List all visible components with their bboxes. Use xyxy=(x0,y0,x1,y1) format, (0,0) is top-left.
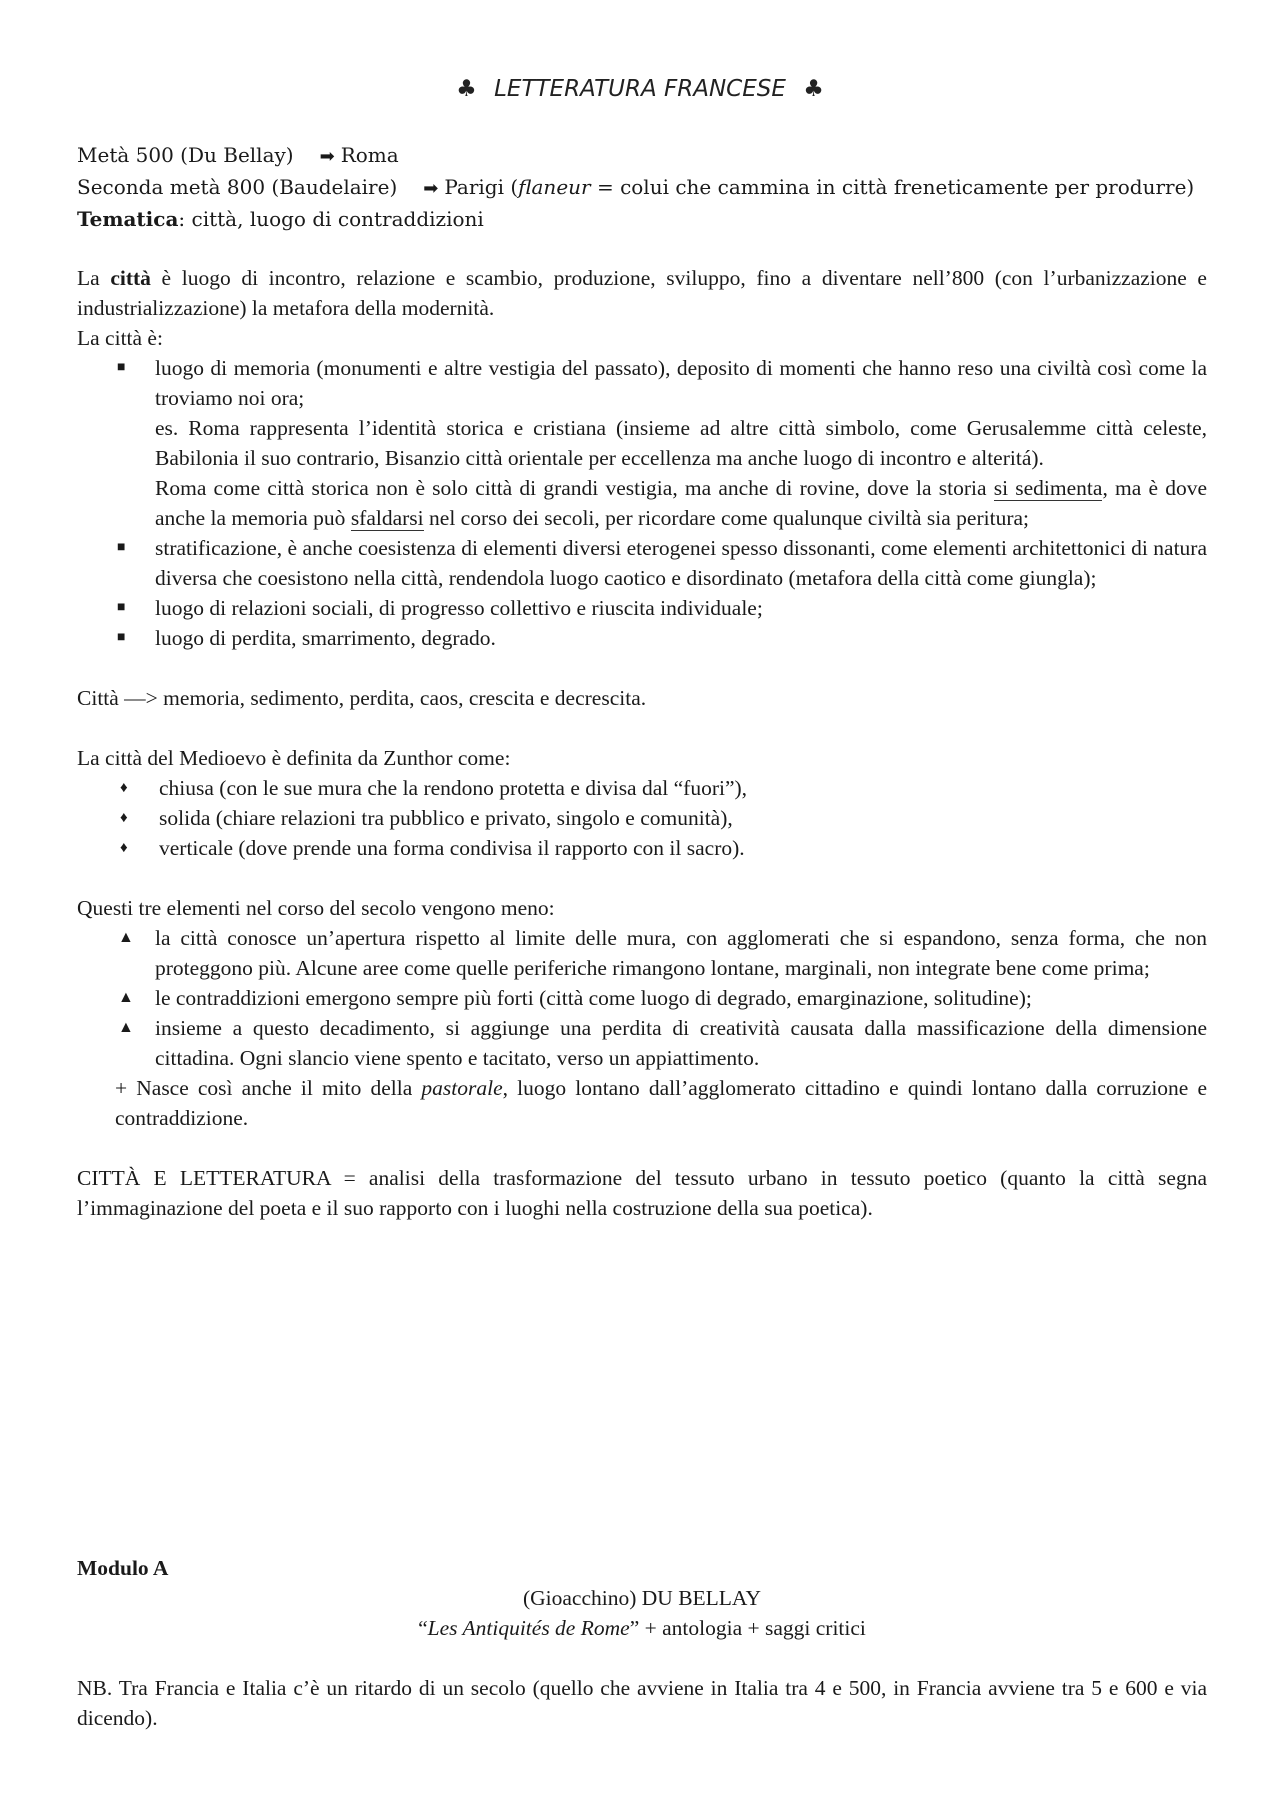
spacer xyxy=(77,653,1207,683)
intro-line-2 xyxy=(77,172,1207,204)
list-item xyxy=(77,773,1207,803)
diamond-bullet-icon: ♦ xyxy=(120,840,128,856)
list-item xyxy=(77,623,1207,653)
tematica-text: : città, luogo di contraddizioni xyxy=(178,207,484,231)
square-bullet-icon: ■ xyxy=(117,630,126,645)
pastorale-text-2: , luogo lontano dall’agglomerato cittadino e quindi lontano dalla corruzione e contraddizione. xyxy=(115,1076,1207,1130)
list-item-text: stratificazione, è anche coesistenza di elementi diversi eterogenei spesso dissonanti, come elementi architettonici di natura diversa che coesistono nella città, rendendola luogo caotico e disordinato (metafora della città come giungla); xyxy=(155,536,1207,590)
list-item-roma xyxy=(155,473,1207,533)
right-arrow-icon: ➡ xyxy=(319,146,335,167)
intro-block xyxy=(77,140,1207,234)
modulo-work xyxy=(77,1613,1207,1643)
club-icon: ♣ xyxy=(456,76,477,102)
flaneur-term: flaneur xyxy=(518,175,591,199)
pastorale-note xyxy=(77,1073,1207,1133)
nb-paragraph: NB. Tra Francia e Italia c’è un ritardo di un secolo (quello che avviene in Italia tra 4 e 500, in Francia avviene tra 5 e 600 e via dicendo). xyxy=(77,1676,1207,1730)
list-item xyxy=(77,923,1207,983)
modulo-block xyxy=(77,1553,1207,1733)
work-rest: ” + antologia + saggi critici xyxy=(629,1616,866,1640)
list-item xyxy=(77,593,1207,623)
work-open-quote: “ xyxy=(418,1616,428,1640)
intro-line-1 xyxy=(77,140,1207,172)
intro-line-1-left: Metà 500 (Du Bellay) xyxy=(77,143,294,167)
list-item-text: verticale (dove prende una forma condivisa il rapporto con il sacro). xyxy=(159,836,745,860)
square-bullet-icon: ■ xyxy=(117,360,126,375)
underlined-sfaldarsi: sfaldarsi xyxy=(350,506,424,530)
diamond-bullet-icon: ♦ xyxy=(120,810,128,826)
pastorale-text-1: + Nasce così anche il mito della xyxy=(115,1076,422,1100)
triangle-bullet-icon: ▲ xyxy=(118,929,134,946)
underlined-sedimenta: si sedimenta xyxy=(993,476,1103,500)
intro-line-2-left: Seconda metà 800 (Baudelaire) xyxy=(77,175,398,199)
main-body xyxy=(77,263,1207,1223)
list-item-text: luogo di perdita, smarrimento, degrado. xyxy=(155,626,496,650)
diamond-bullet-icon: ♦ xyxy=(120,780,128,796)
pastorale-term: pastorale xyxy=(421,1076,503,1100)
spacer xyxy=(77,1133,1207,1163)
spacer xyxy=(77,1643,1207,1673)
list-item-text: luogo di relazioni sociali, di progresso collettivo e riuscita individuale; xyxy=(155,596,763,620)
list-item-text: solida (chiare relazioni tra pubblico e privato, singolo e comunità), xyxy=(159,806,733,830)
citta-e-line: La città è: xyxy=(77,326,163,350)
triangle-bullet-icon: ▲ xyxy=(118,989,134,1006)
list-item-text: luogo di memoria (monumenti e altre vestigia del passato), deposito di momenti che hanno reso una civiltà così come la troviamo noi ora; xyxy=(155,356,1207,410)
citta-para-rest: è luogo di incontro, relazione e scambio, produzione, sviluppo, fino a diventare nell’800 (con l’urbanizzazione e industrializzazione) la metafora della modernità. xyxy=(77,266,1207,320)
spacer xyxy=(77,713,1207,743)
list-item xyxy=(77,983,1207,1013)
square-bullet-icon: ■ xyxy=(117,540,126,555)
list-item-example: es. Roma rappresenta l’identità storica e cristiana (insieme ad altre città simbolo, come Gerusalemme città celeste, Babilonia il suo contrario, Bisanzio città orientale per eccellenza ma anche luogo di incontro e alteritá). xyxy=(155,416,1207,470)
modulo-label-text: Modulo A xyxy=(77,1556,169,1580)
work-title: Les Antiquités de Rome xyxy=(427,1616,630,1640)
tematica-label: Tematica xyxy=(77,207,179,231)
list-item xyxy=(77,353,1207,533)
roma-text-1: Roma come città storica non è solo città di grandi vestigia, ma anche di rovine, dove la storia xyxy=(155,476,994,500)
title-text: LETTERATURA FRANCESE xyxy=(494,76,786,102)
roma-text-3: nel corso dei secoli, per ricordare come qualunque civiltà sia peritura; xyxy=(423,506,1029,530)
spacer xyxy=(77,863,1207,893)
list-item xyxy=(77,1013,1207,1073)
list-item-text: la città conosce un’apertura rispetto al limite delle mura, con agglomerati che si espandono, senza forma, che non proteggono più. Alcune aree come quelle periferiche rimangono lontane, marginali, non integrate bene come prima; xyxy=(155,926,1207,980)
medioevo-intro: La città del Medioevo è definita da Zunthor come: xyxy=(77,746,511,770)
triangle-bullet-icon: ▲ xyxy=(118,1019,134,1036)
list-item-text: le contraddizioni emergono sempre più forti (città come luogo di degrado, emarginazione, solitudine); xyxy=(155,986,1032,1010)
square-bullet-icon: ■ xyxy=(117,600,126,615)
secolo-intro: Questi tre elementi nel corso del secolo vengono meno: xyxy=(77,896,555,920)
intro-line-2-text: Parigi ( xyxy=(444,175,519,199)
list-item xyxy=(77,833,1207,863)
club-icon: ♣ xyxy=(803,76,824,102)
list-item-text: insieme a questo decadimento, si aggiunge una perdita di creatività causata dalla massificazione della dimensione cittadina. Ogni slancio viene spento e tacitato, verso un appiattimento. xyxy=(155,1016,1207,1070)
intro-line-2-definition: = colui che cammina in città freneticamente per produrre) xyxy=(590,175,1195,199)
citta-paragraph xyxy=(77,263,1207,323)
citta-para-start: La xyxy=(77,266,111,290)
summary-line: Città —> memoria, sedimento, perdita, caos, crescita e decrescita. xyxy=(77,686,647,710)
citta-bold: città xyxy=(110,266,151,290)
modulo-author: (Gioacchino) DU BELLAY xyxy=(522,1586,762,1610)
list-item xyxy=(77,533,1207,593)
page-title xyxy=(0,76,1280,102)
roma-text-2: , ma è dove anche la memoria può xyxy=(155,476,1207,530)
intro-line-1-right: Roma xyxy=(340,143,399,167)
list-item xyxy=(77,803,1207,833)
citta-letteratura-paragraph: CITTÀ E LETTERATURA = analisi della trasformazione del tessuto urbano in tessuto poetico (quanto la città segna l’immaginazione del poeta e il suo rapporto con i luoghi nella costruzione della sua poetica). xyxy=(77,1166,1207,1220)
modulo-label xyxy=(77,1553,1207,1583)
tematica-line xyxy=(77,204,1207,234)
list-item-text: chiusa (con le sue mura che la rendono protetta e divisa dal “fuori”), xyxy=(159,776,748,800)
right-arrow-icon: ➡ xyxy=(423,178,439,199)
